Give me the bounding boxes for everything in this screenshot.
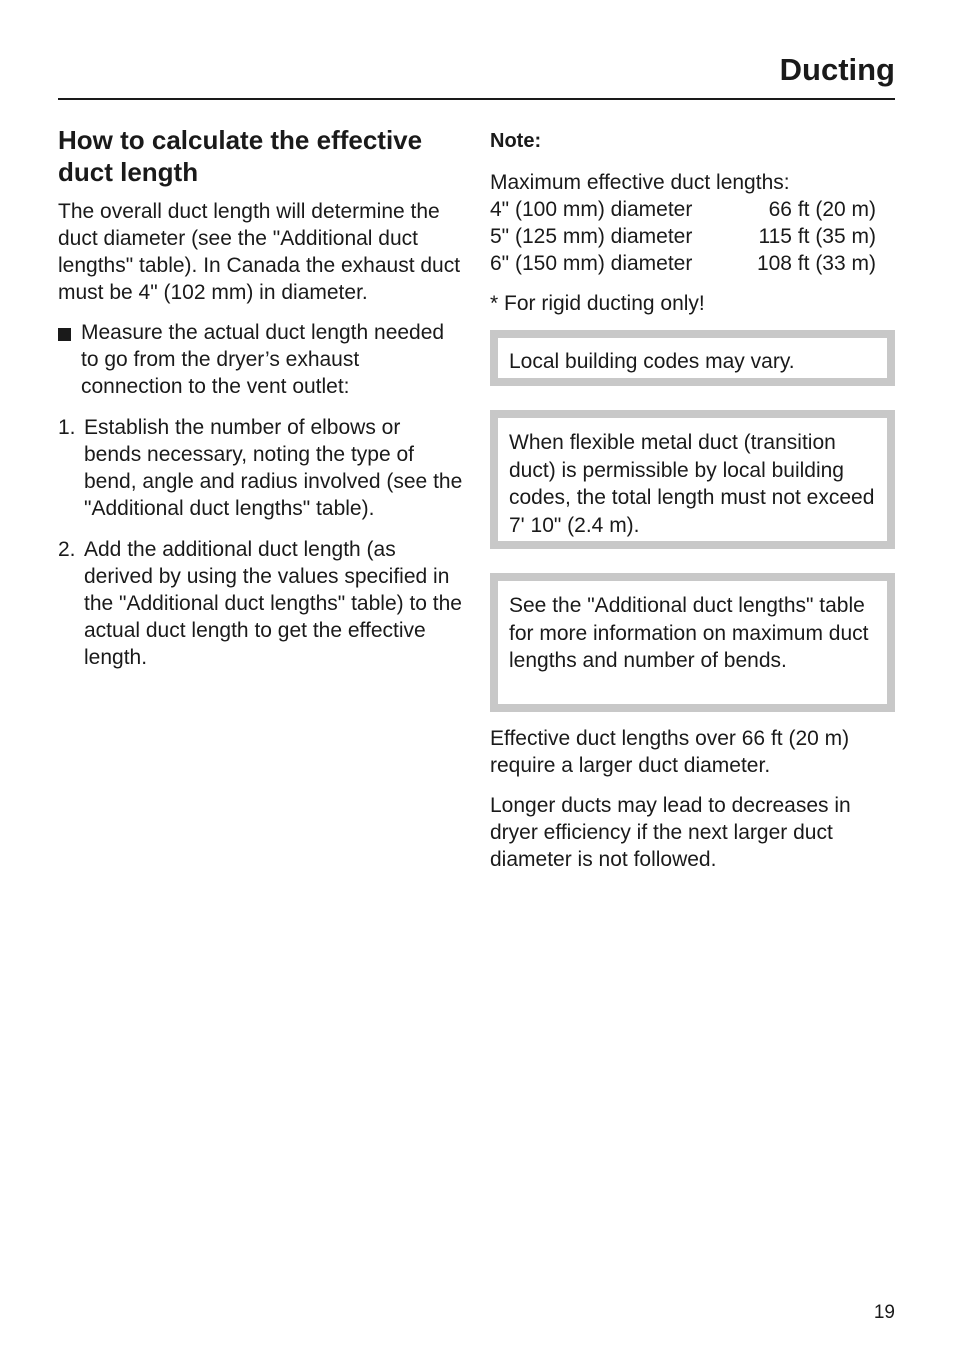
page-title: Ducting xyxy=(779,52,895,87)
section-heading: How to calculate the effective duct length xyxy=(58,125,423,187)
intro-paragraph: The overall duct length will determine the duct diameter (see the "Additional duct lengths" table). In Canada the exhaust duct must be 4" (102 mm) in diameter. xyxy=(58,200,461,304)
diameter-row xyxy=(490,223,876,250)
flexible-duct-notice: When flexible metal duct (transition duct) is permissible by local building codes, the total length must not exceed 7' 10" (2.4 m). xyxy=(490,410,895,549)
step-text: Add the additional duct length (as derived by using the values specified in the "Additional duct lengths" table) to the actual duct length to get the effective length. xyxy=(84,538,462,669)
duct-table-notice: See the "Additional duct lengths" table for more information on maximum duct lengths and number of bends. xyxy=(490,573,895,712)
page-number: 19 xyxy=(873,1302,895,1323)
square-bullet-icon xyxy=(58,328,71,341)
step-number: 2. xyxy=(58,538,76,561)
diameter-row xyxy=(490,196,876,223)
note-label: Note: xyxy=(490,130,542,152)
rigid-ducting-note: * For rigid ducting only! xyxy=(490,292,705,315)
step-text: Establish the number of elbows or bends necessary, noting the type of bend, angle and radius involved (see the "Additional duct lengths" table). xyxy=(84,416,463,520)
diameter-label: 5" (125 mm) diameter xyxy=(490,225,693,248)
diameter-length: 115 ft (35 m) xyxy=(758,225,876,248)
step-number: 1. xyxy=(58,416,76,439)
building-codes-notice: Local building codes may vary. xyxy=(490,330,895,386)
left-column xyxy=(58,124,463,671)
title-divider xyxy=(58,98,895,100)
right-column xyxy=(490,128,895,873)
diameter-row xyxy=(490,250,876,277)
efficiency-paragraph: Longer ducts may lead to decreases in dryer efficiency if the next larger duct diameter is not followed. xyxy=(490,794,851,871)
max-lengths-intro: Maximum effective duct lengths: xyxy=(490,171,790,194)
diameter-label: 4" (100 mm) diameter xyxy=(490,198,693,221)
diameter-length: 66 ft (20 m) xyxy=(768,198,876,221)
larger-diameter-paragraph: Effective duct lengths over 66 ft (20 m) require a larger duct diameter. xyxy=(490,727,850,777)
step-item-1 xyxy=(58,414,463,522)
bullet-item xyxy=(58,319,463,400)
bullet-text: Measure the actual duct length needed to go from the dryer’s exhaust connection to the vent outlet: xyxy=(81,321,445,398)
diameter-label: 6" (150 mm) diameter xyxy=(490,252,693,275)
diameter-table xyxy=(490,196,895,277)
diameter-length: 108 ft (33 m) xyxy=(756,252,876,275)
step-item-2 xyxy=(58,536,463,671)
